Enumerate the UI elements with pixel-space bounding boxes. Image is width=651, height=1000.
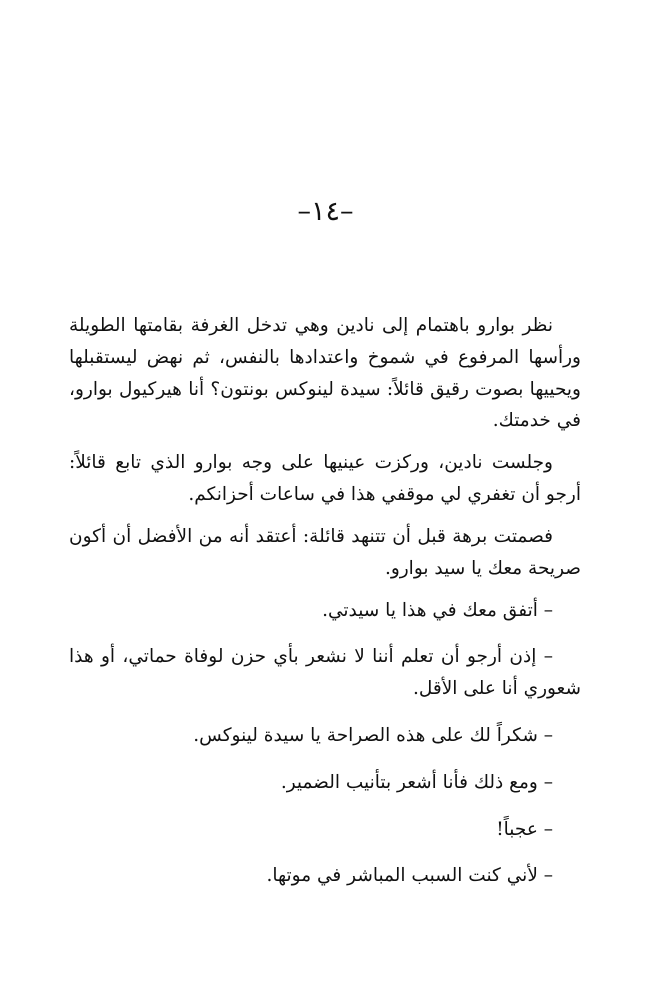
dialogue-line: – أتفق معك في هذا يا سيدتي. xyxy=(322,599,553,621)
dialogue-line: – ومع ذلك فأنا أشعر بتأنيب الضمير. xyxy=(280,771,553,793)
paragraph: فصمتت برهة قبل أن تتنهد قائلة: أعتقد أنه من الأفضل أن أكون صريحة معك يا سيد بوارو. xyxy=(69,525,581,579)
paragraph: نظر بوارو باهتمام إلى نادين وهي تدخل الغرفة بقامتها الطويلة ورأسها المرفوع في شموخ واعتدادها بالنفس، ثم نهض ليستقبلها ويحييها بصوت رقيق قائلاً: سيدة لينوكس بونتون؟ أنا هيركيول بوارو، في خدمتك. xyxy=(69,315,581,432)
dialogue-line: – عجباً! xyxy=(496,818,553,840)
dialogue-line: – لأني كنت السبب المباشر في موتها. xyxy=(266,865,553,887)
chapter-number: –١٤– xyxy=(297,196,354,227)
dialogue-line: – شكراً لك على هذه الصراحة يا سيدة لينوكس. xyxy=(193,724,553,746)
dialogue-line: – إذن أرجو أن تعلم أننا لا نشعر بأي حزن لوفاة حماتي، أو هذا شعوري أنا على الأقل. xyxy=(69,646,581,700)
paragraph: وجلست نادين، وركزت عينيها على وجه بوارو الذي تابع قائلاً: أرجو أن تغفري لي موقفي هذا في ساعات أحزانكم. xyxy=(69,452,581,506)
chapter-body xyxy=(69,310,581,907)
